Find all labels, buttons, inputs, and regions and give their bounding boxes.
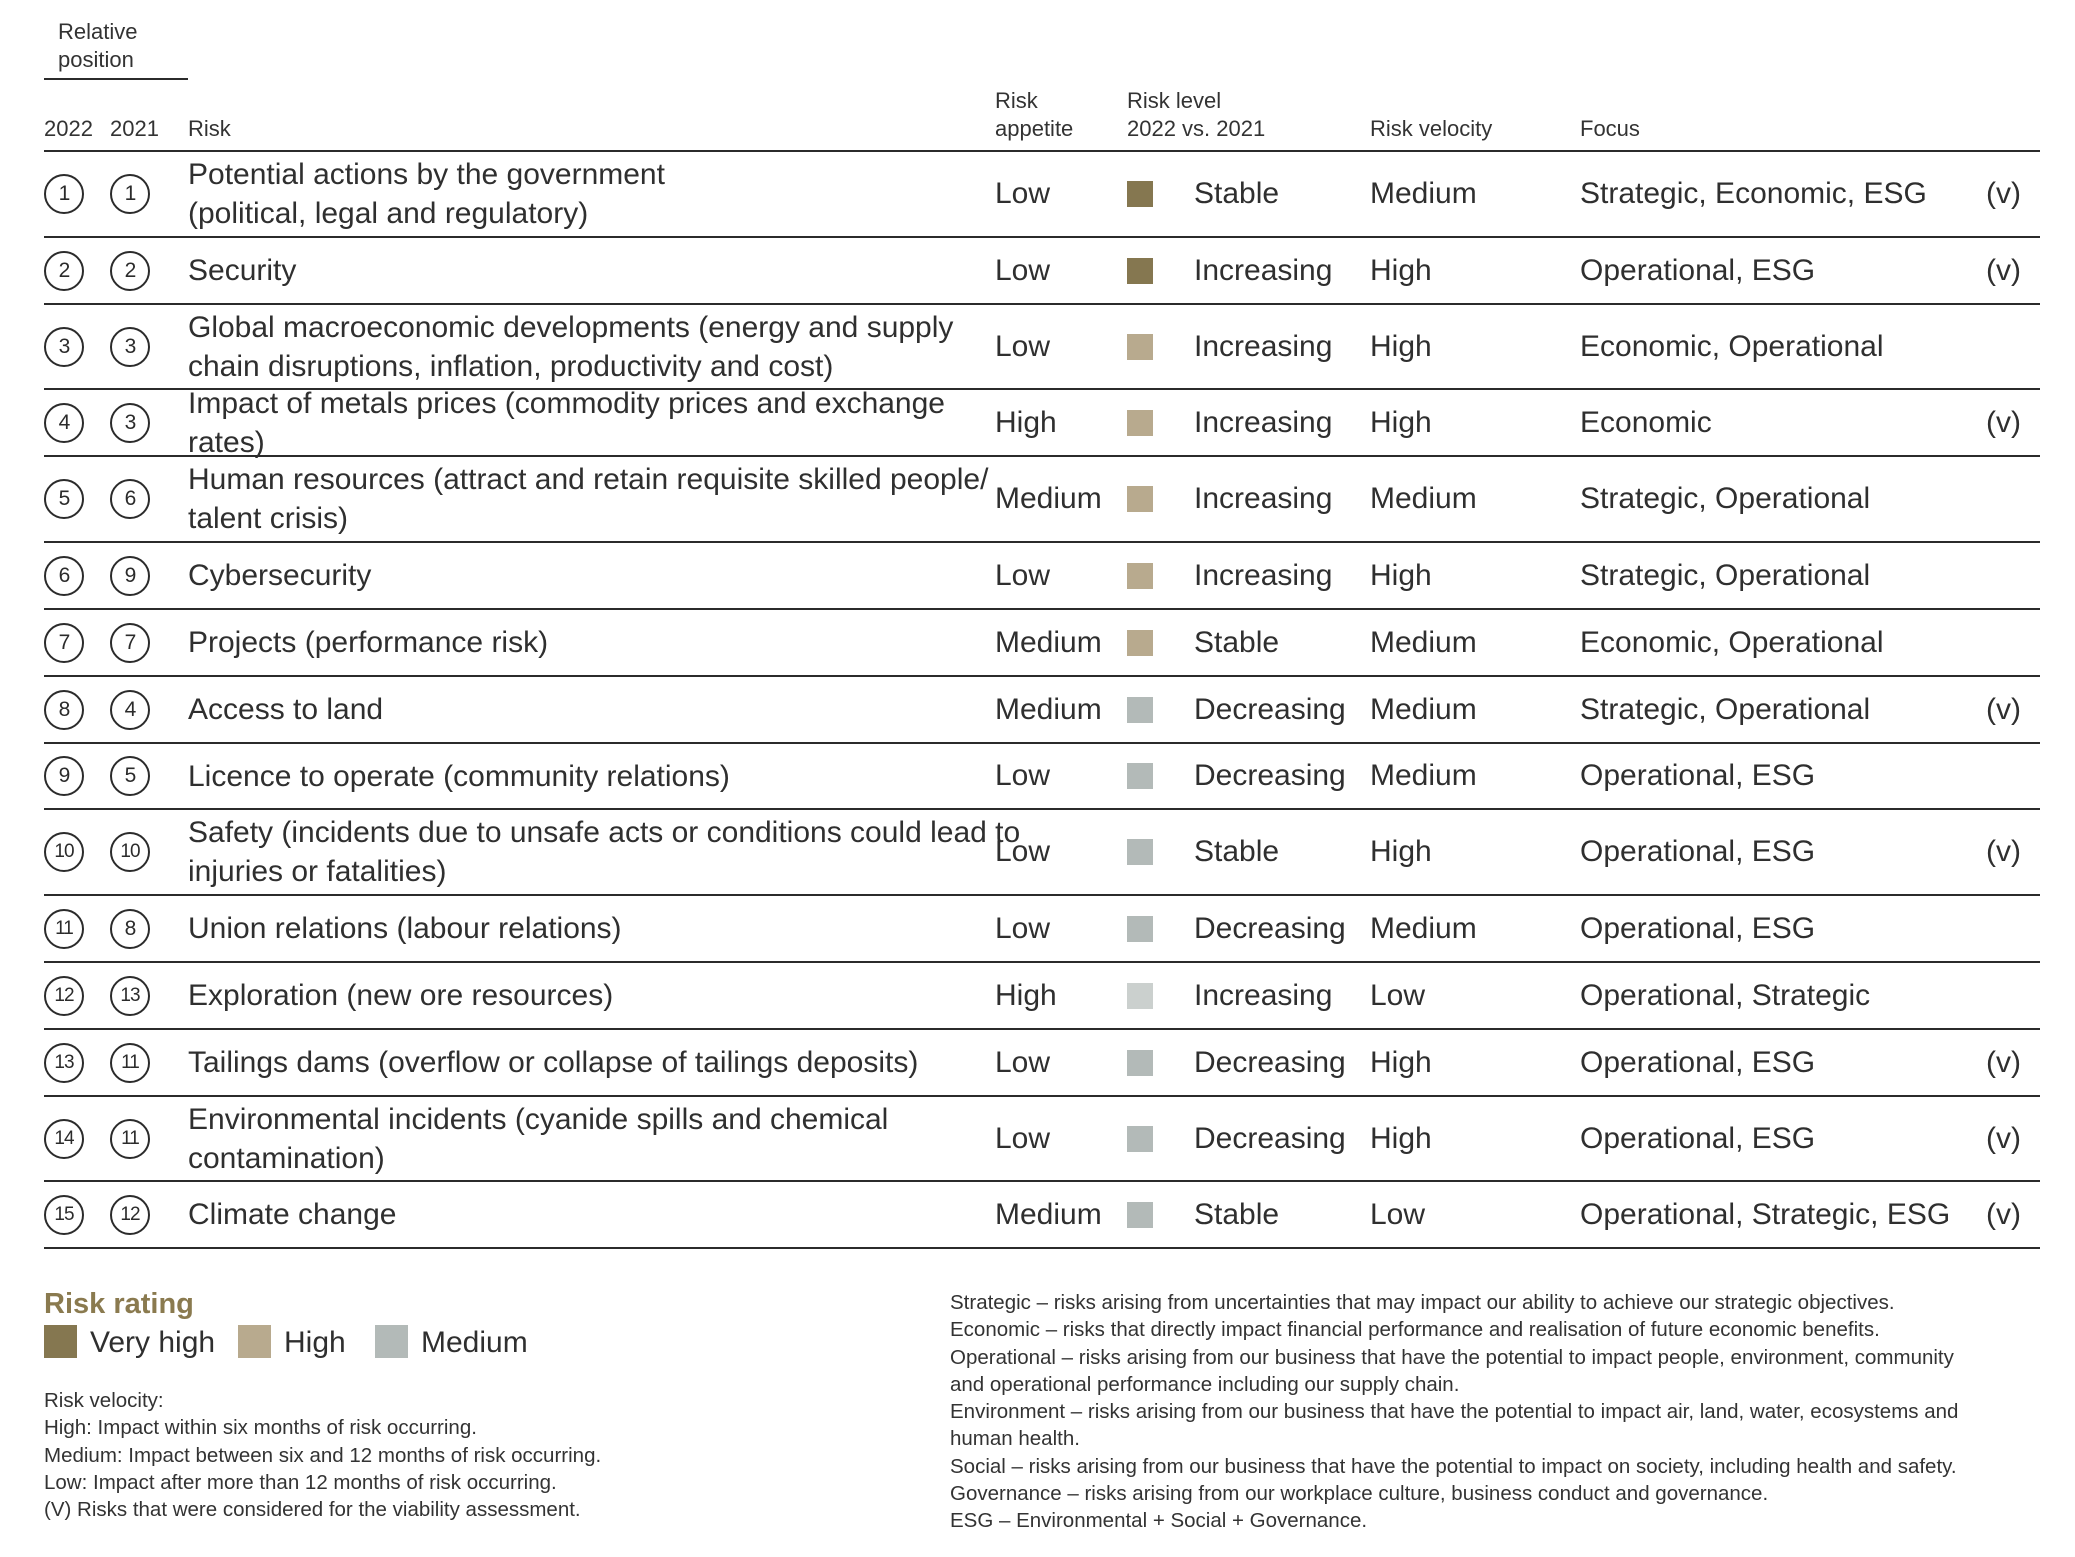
risk-appetite: High <box>995 405 1057 439</box>
risk-rating-swatch <box>1127 630 1153 656</box>
risk-name <box>188 896 1028 961</box>
risk-name <box>188 963 1028 1028</box>
risk-name <box>188 1182 1028 1247</box>
table-row <box>44 457 2040 543</box>
position-2022-badge: 5 <box>44 479 84 519</box>
risk-name-line2: injuries or fatalities) <box>188 855 447 888</box>
position-2021-badge: 13 <box>110 976 150 1016</box>
risk-appetite: Low <box>995 329 1051 363</box>
risk-name-line1: Safety (incidents due to unsafe acts or conditions could lead to <box>188 816 1021 849</box>
focus-note: Economic – risks that directly impact financial performance and realisation of future economic benefits. <box>950 1318 1880 1342</box>
position-2021-badge: 5 <box>110 756 150 796</box>
table-row <box>44 152 2040 238</box>
risk-appetite-header-line1: Risk <box>995 88 1038 113</box>
risk-name-line1: Security <box>188 254 297 287</box>
legend-label-very-high: Very high <box>90 1326 216 1359</box>
column-header-focus: Focus <box>1580 116 1640 141</box>
risk-rating-swatch <box>1127 763 1153 789</box>
risk-velocity: High <box>1370 1045 1432 1079</box>
risk-rating-swatch <box>1127 839 1153 865</box>
relative-position-header <box>58 18 137 74</box>
risk-focus: Economic, Operational <box>1580 625 1884 659</box>
risk-name <box>188 1097 1028 1180</box>
risk-level-change: Increasing <box>1194 482 1333 515</box>
position-2021-badge: 8 <box>110 909 150 949</box>
legend-swatch-very-high <box>44 1325 77 1358</box>
risk-name-line1: Licence to operate (community relations) <box>188 759 730 793</box>
risk-name-line1: Exploration (new ore resources) <box>188 979 614 1012</box>
risk-focus: Economic, Operational <box>1580 329 1884 363</box>
position-2022-badge: 12 <box>44 976 84 1016</box>
risk-name-line2: contamination) <box>188 1141 385 1175</box>
position-2021-badge: 6 <box>110 479 150 519</box>
risk-rating-swatch <box>1127 1050 1153 1076</box>
legend-label-high: High <box>284 1326 346 1359</box>
risk-name <box>188 543 1028 608</box>
risk-rating-swatch <box>1127 983 1153 1009</box>
viability-flag: (v) <box>1986 177 2021 210</box>
risk-rating-swatch <box>1127 563 1153 589</box>
risk-level-change: Decreasing <box>1194 1045 1346 1079</box>
viability-flag: (v) <box>1986 1197 2021 1231</box>
risk-name-line1: Impact of metals prices (commodity prices and exchange rates) <box>188 386 945 459</box>
risk-level-change: Increasing <box>1194 329 1333 363</box>
position-2022-badge: 11 <box>44 909 84 949</box>
focus-note: Strategic – risks arising from uncertainties that may impact our ability to achieve our strategic objectives. <box>950 1291 1895 1314</box>
column-header-2021: 2021 <box>110 116 159 141</box>
risk-level-header-line1: Risk level <box>1127 88 1222 113</box>
focus-note: ESG – Environmental + Social + Governance. <box>950 1509 1368 1533</box>
risk-name-line2: chain disruptions, inflation, productivity and cost) <box>188 349 834 383</box>
risk-name <box>188 744 1028 808</box>
risk-velocity: High <box>1370 253 1432 287</box>
risk-name <box>188 152 1028 236</box>
risk-rating-swatch <box>1127 916 1153 942</box>
position-2021-badge: 9 <box>110 556 150 596</box>
column-header-risk-velocity: Risk velocity <box>1370 116 1493 141</box>
table-row <box>44 238 2040 305</box>
risk-velocity: High <box>1370 558 1432 592</box>
table-row <box>44 744 2040 810</box>
risk-rating-swatch <box>1127 181 1153 207</box>
risk-name-line1: Human resources (attract and retain requisite skilled people/ <box>188 463 989 496</box>
table-row <box>44 305 2040 390</box>
focus-note: and operational performance including our supply chain. <box>950 1372 1460 1396</box>
risk-rating-swatch <box>1127 258 1153 284</box>
position-2021-badge: 4 <box>110 690 150 730</box>
position-2021-badge: 7 <box>110 623 150 663</box>
viability-flag: (v) <box>1986 835 2021 868</box>
risk-velocity: High <box>1370 1121 1432 1155</box>
risk-focus: Operational, ESG <box>1580 1121 1816 1155</box>
risk-velocity: Medium <box>1370 177 1477 210</box>
focus-note: human health. <box>950 1427 1080 1451</box>
viability-flag: (v) <box>1986 405 2021 439</box>
risk-velocity: High <box>1370 405 1432 439</box>
column-header-risk-level <box>1127 87 1265 143</box>
risk-name <box>188 305 1028 388</box>
risk-rating-swatch <box>1127 1126 1153 1152</box>
risk-focus: Economic <box>1580 405 1712 439</box>
risk-appetite: High <box>995 978 1057 1012</box>
table-row <box>44 677 2040 744</box>
table-row <box>44 543 2040 610</box>
risk-rating-title: Risk rating <box>44 1288 194 1320</box>
risk-appetite: Low <box>995 253 1051 287</box>
risk-focus: Strategic, Operational <box>1580 692 1871 726</box>
risk-velocity: Medium <box>1370 759 1477 792</box>
table-row <box>44 896 2040 963</box>
focus-note: Operational – risks arising from our business that have the potential to impact people, environment, community <box>950 1345 1954 1369</box>
risk-appetite: Low <box>995 759 1051 792</box>
velocity-note: Medium: Impact between six and 12 months of risk occurring. <box>44 1443 602 1467</box>
risk-name-line1: Cybersecurity <box>188 559 372 592</box>
table-row <box>44 386 2040 459</box>
risk-focus: Operational, ESG <box>1580 759 1816 792</box>
risk-name <box>188 457 1028 541</box>
risk-focus: Operational, ESG <box>1580 253 1816 287</box>
column-header-risk-appetite <box>995 87 1073 143</box>
risk-appetite: Low <box>995 177 1051 210</box>
position-2022-badge: 7 <box>44 623 84 663</box>
velocity-note: High: Impact within six months of risk occurring. <box>44 1416 477 1440</box>
position-2022-badge: 1 <box>44 174 84 214</box>
risk-rating-swatch <box>1127 486 1153 512</box>
risk-level-change: Decreasing <box>1194 911 1346 945</box>
position-2022-badge: 2 <box>44 251 84 291</box>
risk-name <box>188 677 1028 742</box>
risk-appetite-header-line2: appetite <box>995 116 1074 141</box>
risk-rating-swatch <box>1127 697 1153 723</box>
risk-name <box>188 1030 1028 1095</box>
column-header-risk: Risk <box>188 116 231 141</box>
relative-position-line2: position <box>58 47 134 72</box>
risk-level-change: Decreasing <box>1194 692 1346 726</box>
velocity-note: Risk velocity: <box>44 1389 164 1412</box>
risk-velocity-notes <box>44 1387 601 1523</box>
position-2021-badge: 11 <box>110 1119 150 1159</box>
risk-level-change: Stable <box>1194 835 1280 868</box>
table-row <box>44 610 2040 677</box>
risk-velocity: Low <box>1370 978 1426 1012</box>
risk-name-line1: Global macroeconomic developments (energy and supply <box>188 310 954 344</box>
focus-note: Governance – risks arising from our workplace culture, business conduct and governance. <box>950 1482 1769 1506</box>
risk-velocity: Medium <box>1370 625 1477 659</box>
risk-name <box>188 610 1028 675</box>
risk-velocity: Medium <box>1370 911 1477 945</box>
risk-velocity: Medium <box>1370 692 1477 726</box>
risk-appetite: Low <box>995 911 1051 945</box>
risk-name-line1: Projects (performance risk) <box>188 626 549 659</box>
risk-name-line2: (political, legal and regulatory) <box>188 197 589 230</box>
risk-focus: Strategic, Economic, ESG <box>1580 177 1927 210</box>
risk-focus: Operational, ESG <box>1580 1045 1816 1079</box>
column-header-2022: 2022 <box>44 116 93 141</box>
risk-level-change: Stable <box>1194 625 1280 659</box>
risk-level-header-line2: 2022 vs. 2021 <box>1127 116 1266 141</box>
risk-focus: Operational, ESG <box>1580 911 1816 945</box>
risk-velocity: High <box>1370 835 1432 868</box>
legend-swatch-medium <box>375 1325 408 1358</box>
position-2021-badge: 11 <box>110 1043 150 1083</box>
risk-appetite: Medium <box>995 482 1102 515</box>
relative-position-underline <box>44 78 188 80</box>
viability-flag: (v) <box>1986 1045 2021 1079</box>
risk-level-change: Decreasing <box>1194 759 1346 792</box>
position-2022-badge: 4 <box>44 403 84 443</box>
table-row <box>44 1030 2040 1097</box>
risk-appetite: Medium <box>995 1197 1102 1231</box>
viability-flag: (v) <box>1986 253 2021 287</box>
legend-swatch-high <box>238 1325 271 1358</box>
risk-appetite: Low <box>995 558 1051 592</box>
focus-definitions <box>950 1289 1958 1535</box>
focus-note: Environment – risks arising from our business that have the potential to impact air, land, water, ecosystems and <box>950 1400 1959 1424</box>
position-2021-badge: 10 <box>110 832 150 872</box>
position-2022-badge: 9 <box>44 756 84 796</box>
risk-velocity: Medium <box>1370 482 1477 515</box>
risk-appetite: Low <box>995 1045 1051 1079</box>
legend-label-medium: Medium <box>421 1326 528 1359</box>
risk-appetite: Medium <box>995 625 1102 659</box>
viability-flag: (v) <box>1986 692 2021 726</box>
focus-note: Social – risks arising from our business that have the potential to impact on society, including health and safety. <box>950 1454 1957 1478</box>
risk-rating-swatch <box>1127 1202 1153 1228</box>
risk-name-line1: Union relations (labour relations) <box>188 912 622 945</box>
position-2021-badge: 12 <box>110 1195 150 1235</box>
risk-level-change: Stable <box>1194 1197 1280 1231</box>
risk-name <box>188 238 1028 303</box>
risk-level-change: Increasing <box>1194 558 1333 592</box>
risk-name-line1: Potential actions by the government <box>188 158 665 191</box>
risk-level-change: Increasing <box>1194 978 1333 1012</box>
relative-position-line1: Relative <box>58 19 138 44</box>
position-2022-badge: 13 <box>44 1043 84 1083</box>
position-2021-badge: 3 <box>110 327 150 367</box>
risk-level-change: Increasing <box>1194 253 1333 287</box>
risk-name-line1: Tailings dams (overflow or collapse of tailings deposits) <box>188 1046 919 1079</box>
position-2021-badge: 2 <box>110 251 150 291</box>
risk-appetite: Low <box>995 835 1051 868</box>
risk-focus: Operational, ESG <box>1580 835 1816 868</box>
velocity-note: Low: Impact after more than 12 months of risk occurring. <box>44 1470 557 1494</box>
position-2022-badge: 6 <box>44 556 84 596</box>
risk-level-change: Increasing <box>1194 405 1333 439</box>
table-row <box>44 963 2040 1030</box>
risk-focus: Operational, Strategic <box>1580 978 1871 1012</box>
risk-appetite: Low <box>995 1121 1051 1155</box>
position-2022-badge: 3 <box>44 327 84 367</box>
position-2022-badge: 10 <box>44 832 84 872</box>
risk-level-change: Stable <box>1194 177 1280 210</box>
viability-flag: (v) <box>1986 1121 2021 1155</box>
risk-level-change: Decreasing <box>1194 1121 1346 1155</box>
risk-velocity: Low <box>1370 1197 1426 1231</box>
risk-name <box>188 386 1028 459</box>
risk-name-line1: Environmental incidents (cyanide spills and chemical <box>188 1102 889 1136</box>
table-row <box>44 1182 2040 1249</box>
position-2021-badge: 1 <box>110 174 150 214</box>
risk-name-line2: talent crisis) <box>188 502 349 535</box>
risk-name-line1: Climate change <box>188 1198 397 1231</box>
position-2022-badge: 8 <box>44 690 84 730</box>
risk-appetite: Medium <box>995 692 1102 726</box>
risk-name-line1: Access to land <box>188 693 384 726</box>
position-2021-badge: 3 <box>110 403 150 443</box>
risk-rating-swatch <box>1127 410 1153 436</box>
risk-velocity: High <box>1370 329 1432 363</box>
risk-focus: Strategic, Operational <box>1580 558 1871 592</box>
table-row <box>44 810 2040 896</box>
risk-name <box>188 810 1028 894</box>
risk-rating-swatch <box>1127 334 1153 360</box>
risk-focus: Operational, Strategic, ESG <box>1580 1197 1951 1231</box>
risk-focus: Strategic, Operational <box>1580 482 1871 515</box>
position-2022-badge: 15 <box>44 1195 84 1235</box>
velocity-note: (V) Risks that were considered for the viability assessment. <box>44 1498 581 1522</box>
position-2022-badge: 14 <box>44 1119 84 1159</box>
table-row <box>44 1097 2040 1182</box>
